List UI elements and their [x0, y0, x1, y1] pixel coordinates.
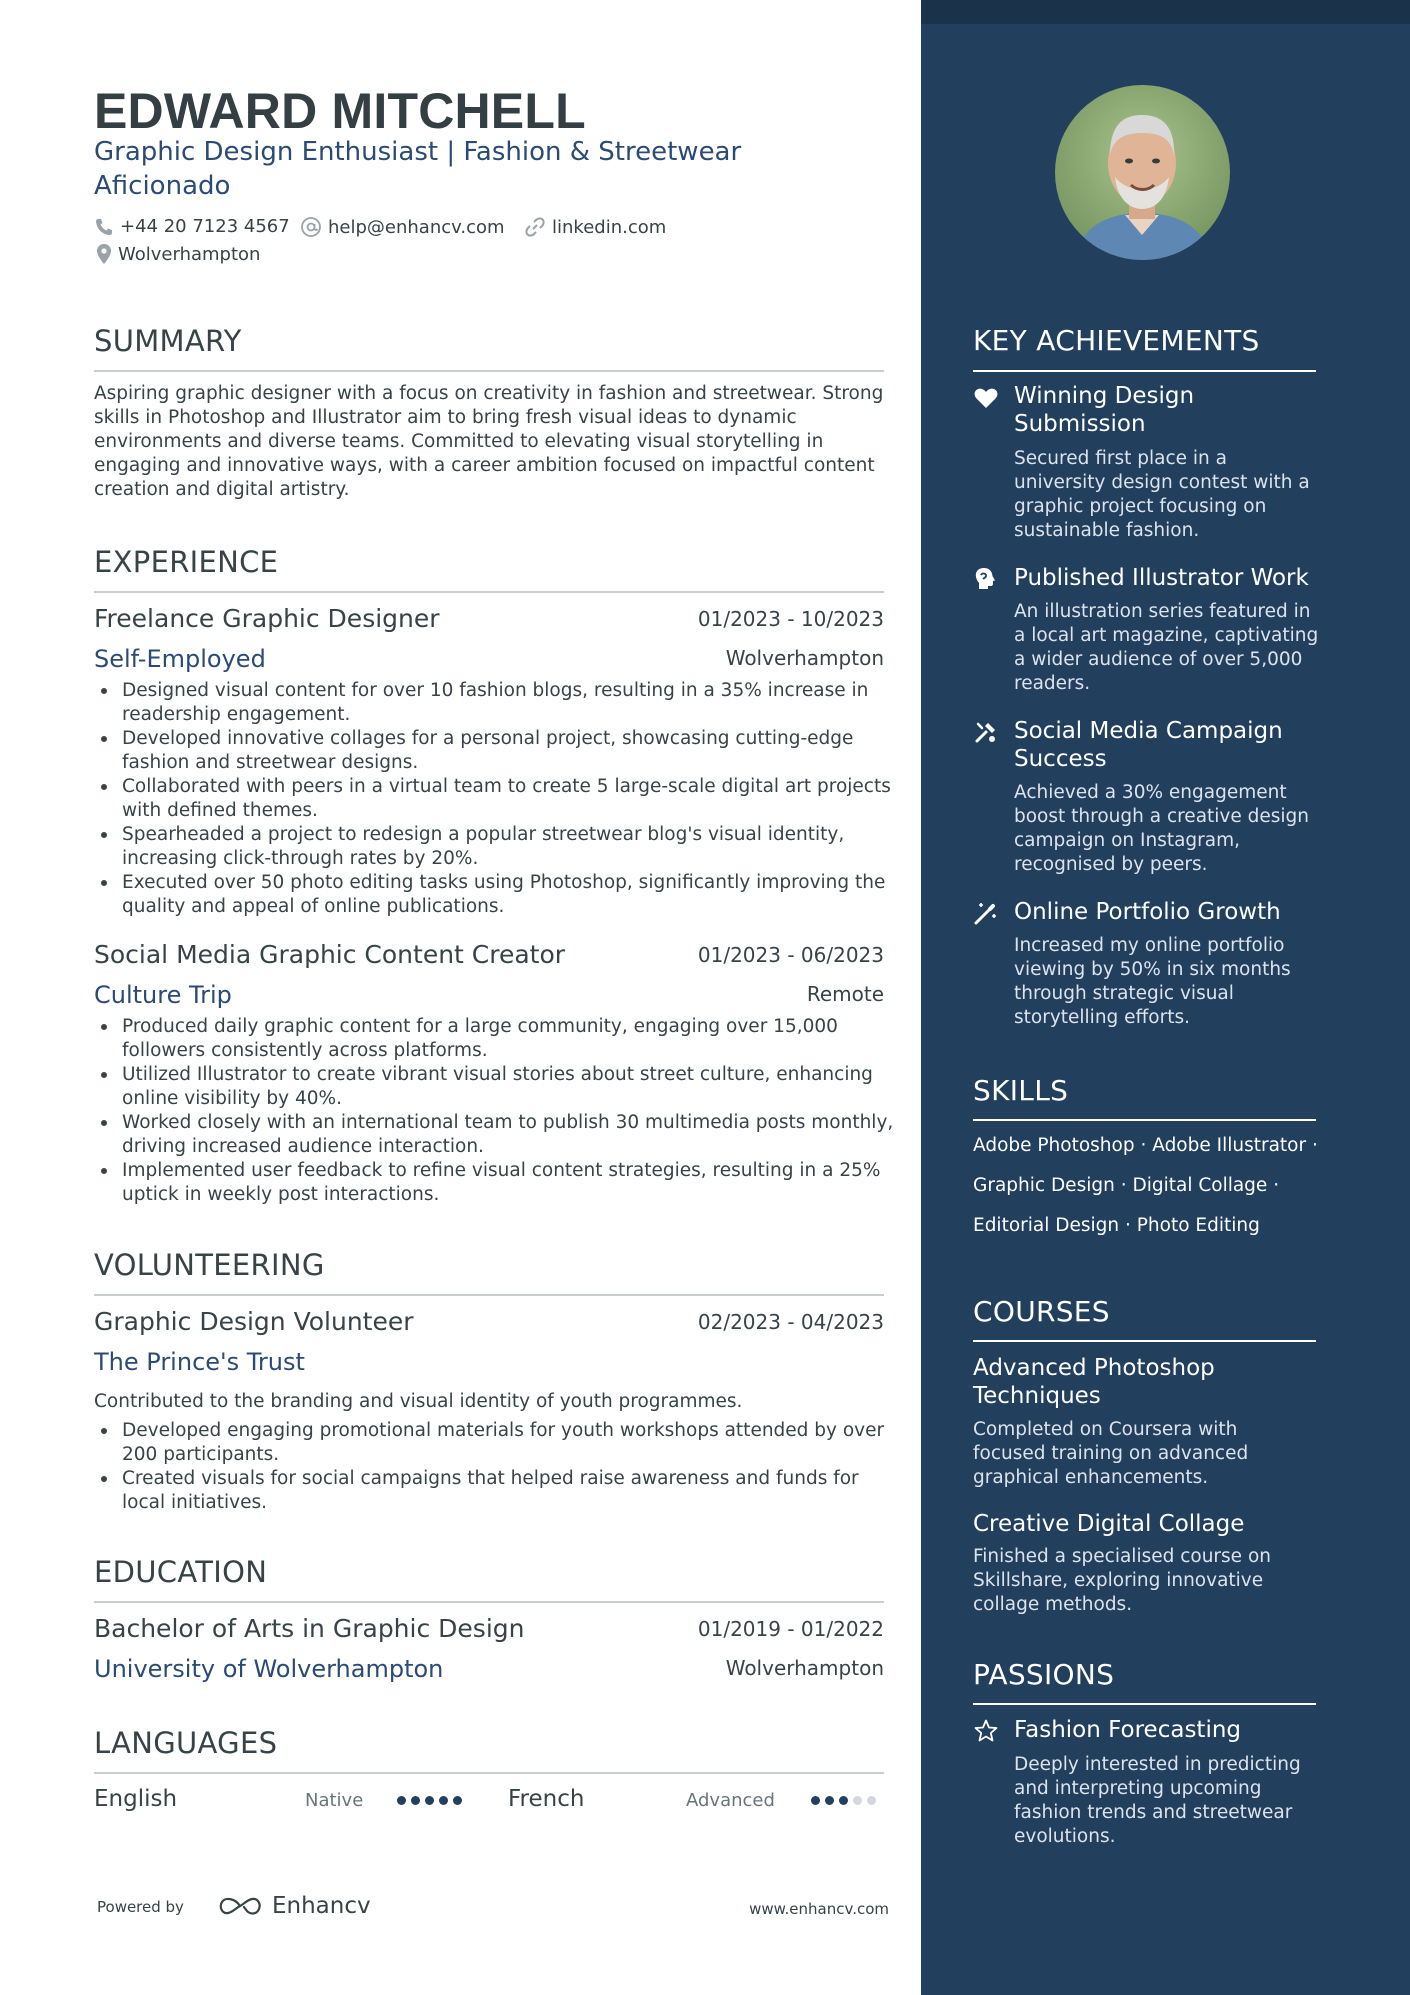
- language-rating: [811, 1796, 876, 1805]
- volunteer-intro: Contributed to the branding and visual identity of youth programmes.: [94, 1391, 743, 1412]
- list-item: Executed over 50 photo editing tasks using Photoshop, significantly improving the quality and appeal of online publications.: [94, 871, 894, 919]
- course-title: Creative Digital Collage: [973, 1511, 1245, 1537]
- achievement-title: Published Illustrator Work: [1014, 565, 1309, 591]
- passions-heading: PASSIONS: [973, 1658, 1115, 1691]
- list-item: Collaborated with peers in a virtual team to create 5 large-scale digital art projects with defined themes.: [94, 775, 894, 823]
- list-item: Designed visual content for over 10 fashion blogs, resulting in a 35% increase in readership engagement.: [94, 679, 894, 727]
- achievement-desc: Secured first place in a university design contest with a graphic project focusing on sustainable fashion.: [1014, 448, 1310, 541]
- list-item: Spearheaded a project to redesign a popular streetwear blog's visual identity, increasing click-through rates by 20%.: [94, 823, 894, 871]
- achievements-heading: KEY ACHIEVEMENTS: [973, 324, 1260, 357]
- job-title: Social Media Graphic Content Creator: [94, 940, 566, 969]
- location-text: Wolverhampton: [118, 243, 261, 265]
- infinity-logo-icon: [216, 1893, 264, 1919]
- language-level: Native: [305, 1790, 364, 1811]
- list-item: Created visuals for social campaigns that helped raise awareness and funds for local initiatives.: [94, 1467, 894, 1515]
- at-icon: [300, 216, 322, 238]
- achievement-desc: Increased my online portfolio viewing by 50% in six months through strategic visual storytelling efforts.: [1014, 935, 1291, 1028]
- experience-divider: [94, 591, 884, 593]
- experience-heading: EXPERIENCE: [94, 545, 279, 579]
- enhancv-logo[interactable]: [216, 1893, 371, 1919]
- heart-icon: [973, 385, 999, 411]
- job-company: Self-Employed: [94, 645, 266, 673]
- skills-line: Editorial Design · Photo Editing: [973, 1215, 1260, 1236]
- rating-dot-empty: [853, 1796, 862, 1805]
- skills-list: [973, 1126, 1333, 1246]
- sidebar-top-band: [921, 0, 1410, 24]
- achievement-desc: An illustration series featured in a local art magazine, captivating a wider audience of over 5,000 readers.: [1014, 601, 1319, 694]
- courses-heading: COURSES: [973, 1295, 1110, 1328]
- rating-dot-filled: [825, 1796, 834, 1805]
- job-bullets: [94, 679, 894, 919]
- portrait-image: [1055, 85, 1230, 260]
- email-text: help@enhancv.com: [328, 216, 505, 238]
- list-item: Developed innovative collages for a personal project, showcasing cutting-edge fashion and streetwear designs.: [94, 727, 894, 775]
- volunteer-bullets: [94, 1419, 894, 1515]
- job-location: Wolverhampton: [725, 646, 884, 670]
- powered-by-text: Powered by: [97, 1898, 184, 1916]
- job-dates: 01/2023 - 10/2023: [697, 607, 884, 631]
- location-pin-icon: [96, 243, 112, 265]
- language-rating: [397, 1796, 462, 1805]
- profile-photo: [1055, 85, 1230, 260]
- courses-divider: [973, 1340, 1316, 1342]
- list-item: Worked closely with an international team to publish 30 multimedia posts monthly, driving increased audience interaction.: [94, 1111, 894, 1159]
- phone-icon: [94, 217, 114, 237]
- volunteer-dates: 02/2023 - 04/2023: [697, 1310, 884, 1334]
- rating-dot-filled: [425, 1796, 434, 1805]
- volunteering-heading: VOLUNTEERING: [94, 1248, 325, 1282]
- rating-dot-filled: [453, 1796, 462, 1805]
- skills-divider: [973, 1119, 1316, 1121]
- rating-dot-filled: [411, 1796, 420, 1805]
- achievement-title: Social Media Campaign Success: [1014, 718, 1283, 772]
- sidebar: [921, 0, 1410, 1995]
- star-icon: [973, 1718, 999, 1744]
- job-title: Freelance Graphic Designer: [94, 604, 440, 633]
- rating-dot-filled: [439, 1796, 448, 1805]
- course-title: Advanced Photoshop Techniques: [973, 1355, 1215, 1409]
- candidate-title: Graphic Design Enthusiast | Fashion & Streetwear Aficionado: [94, 137, 742, 201]
- language-level: Advanced: [686, 1790, 775, 1811]
- achievement-desc: Achieved a 30% engagement boost through a creative design campaign on Instagram, recognised by peers.: [1014, 782, 1310, 875]
- volunteering-divider: [94, 1294, 884, 1296]
- summary-text: Aspiring graphic designer with a focus on creativity in fashion and streetwear. Strong skills in Photoshop and Illustrator aim to bring fresh visual ideas to dynamic environments and diverse teams. Committed to elevating visual storytelling in engaging and innovative ways, with a career ambition focused on impactful content creation and digital artistry.: [94, 383, 884, 500]
- summary-heading: SUMMARY: [94, 324, 242, 358]
- course-desc: Completed on Coursera with focused training on advanced graphical enhancements.: [973, 1419, 1249, 1488]
- footer-url[interactable]: www.enhancv.com: [749, 1900, 889, 1918]
- passion-desc: Deeply interested in predicting and interpreting upcoming fashion trends and streetwear evolutions.: [1014, 1754, 1301, 1847]
- achievement-title: Winning Design Submission: [1014, 383, 1195, 437]
- school-name: University of Wolverhampton: [94, 1655, 444, 1683]
- summary-divider: [94, 370, 884, 372]
- skills-heading: SKILLS: [973, 1074, 1069, 1107]
- contact-location: [96, 243, 260, 265]
- rating-dot-filled: [839, 1796, 848, 1805]
- job-bullets: [94, 1015, 894, 1207]
- skills-line: Adobe Photoshop · Adobe Illustrator ·: [973, 1135, 1318, 1156]
- languages-divider: [94, 1772, 884, 1774]
- education-heading: EDUCATION: [94, 1555, 268, 1589]
- language-name: English: [94, 1786, 178, 1812]
- passions-divider: [973, 1703, 1316, 1705]
- list-item: Developed engaging promotional materials for youth workshops attended by over 200 participants.: [94, 1419, 894, 1467]
- tools-icon: [973, 719, 999, 745]
- brand-name: Enhancv: [272, 1893, 371, 1919]
- job-location: Remote: [806, 982, 884, 1006]
- list-item: Utilized Illustrator to create vibrant visual stories about street culture, enhancing online visibility by 40%.: [94, 1063, 894, 1111]
- course-desc: Finished a specialised course on Skillshare, exploring innovative collage methods.: [973, 1546, 1271, 1615]
- volunteer-org: The Prince's Trust: [94, 1348, 305, 1376]
- job-dates: 01/2023 - 06/2023: [697, 943, 884, 967]
- contact-website[interactable]: [524, 216, 666, 238]
- skills-line: Graphic Design · Digital Collage ·: [973, 1175, 1280, 1196]
- job-company: Culture Trip: [94, 981, 232, 1009]
- list-item: Produced daily graphic content for a large community, engaging over 15,000 followers consistently across platforms.: [94, 1015, 894, 1063]
- languages-heading: LANGUAGES: [94, 1726, 278, 1760]
- rating-dot-filled: [397, 1796, 406, 1805]
- contact-email[interactable]: [300, 216, 505, 238]
- education-divider: [94, 1601, 884, 1603]
- website-text: linkedin.com: [552, 216, 667, 238]
- brain-icon: [973, 566, 999, 592]
- phone-text: +44 20 7123 4567: [120, 216, 290, 237]
- volunteer-title: Graphic Design Volunteer: [94, 1307, 414, 1336]
- rating-dot-filled: [811, 1796, 820, 1805]
- language-name: French: [508, 1786, 585, 1812]
- education-dates: 01/2019 - 01/2022: [697, 1617, 884, 1641]
- degree-title: Bachelor of Arts in Graphic Design: [94, 1614, 525, 1643]
- rating-dot-empty: [867, 1796, 876, 1805]
- school-location: Wolverhampton: [725, 1656, 884, 1680]
- passion-title: Fashion Forecasting: [1014, 1717, 1242, 1743]
- achievements-divider: [973, 370, 1316, 372]
- list-item: Implemented user feedback to refine visual content strategies, resulting in a 25% uptick in weekly post interactions.: [94, 1159, 894, 1207]
- magic-wand-icon: [973, 900, 999, 926]
- achievement-title: Online Portfolio Growth: [1014, 899, 1281, 925]
- contact-phone[interactable]: [94, 216, 290, 237]
- candidate-name: EDWARD MITCHELL: [94, 83, 586, 139]
- link-icon: [524, 216, 546, 238]
